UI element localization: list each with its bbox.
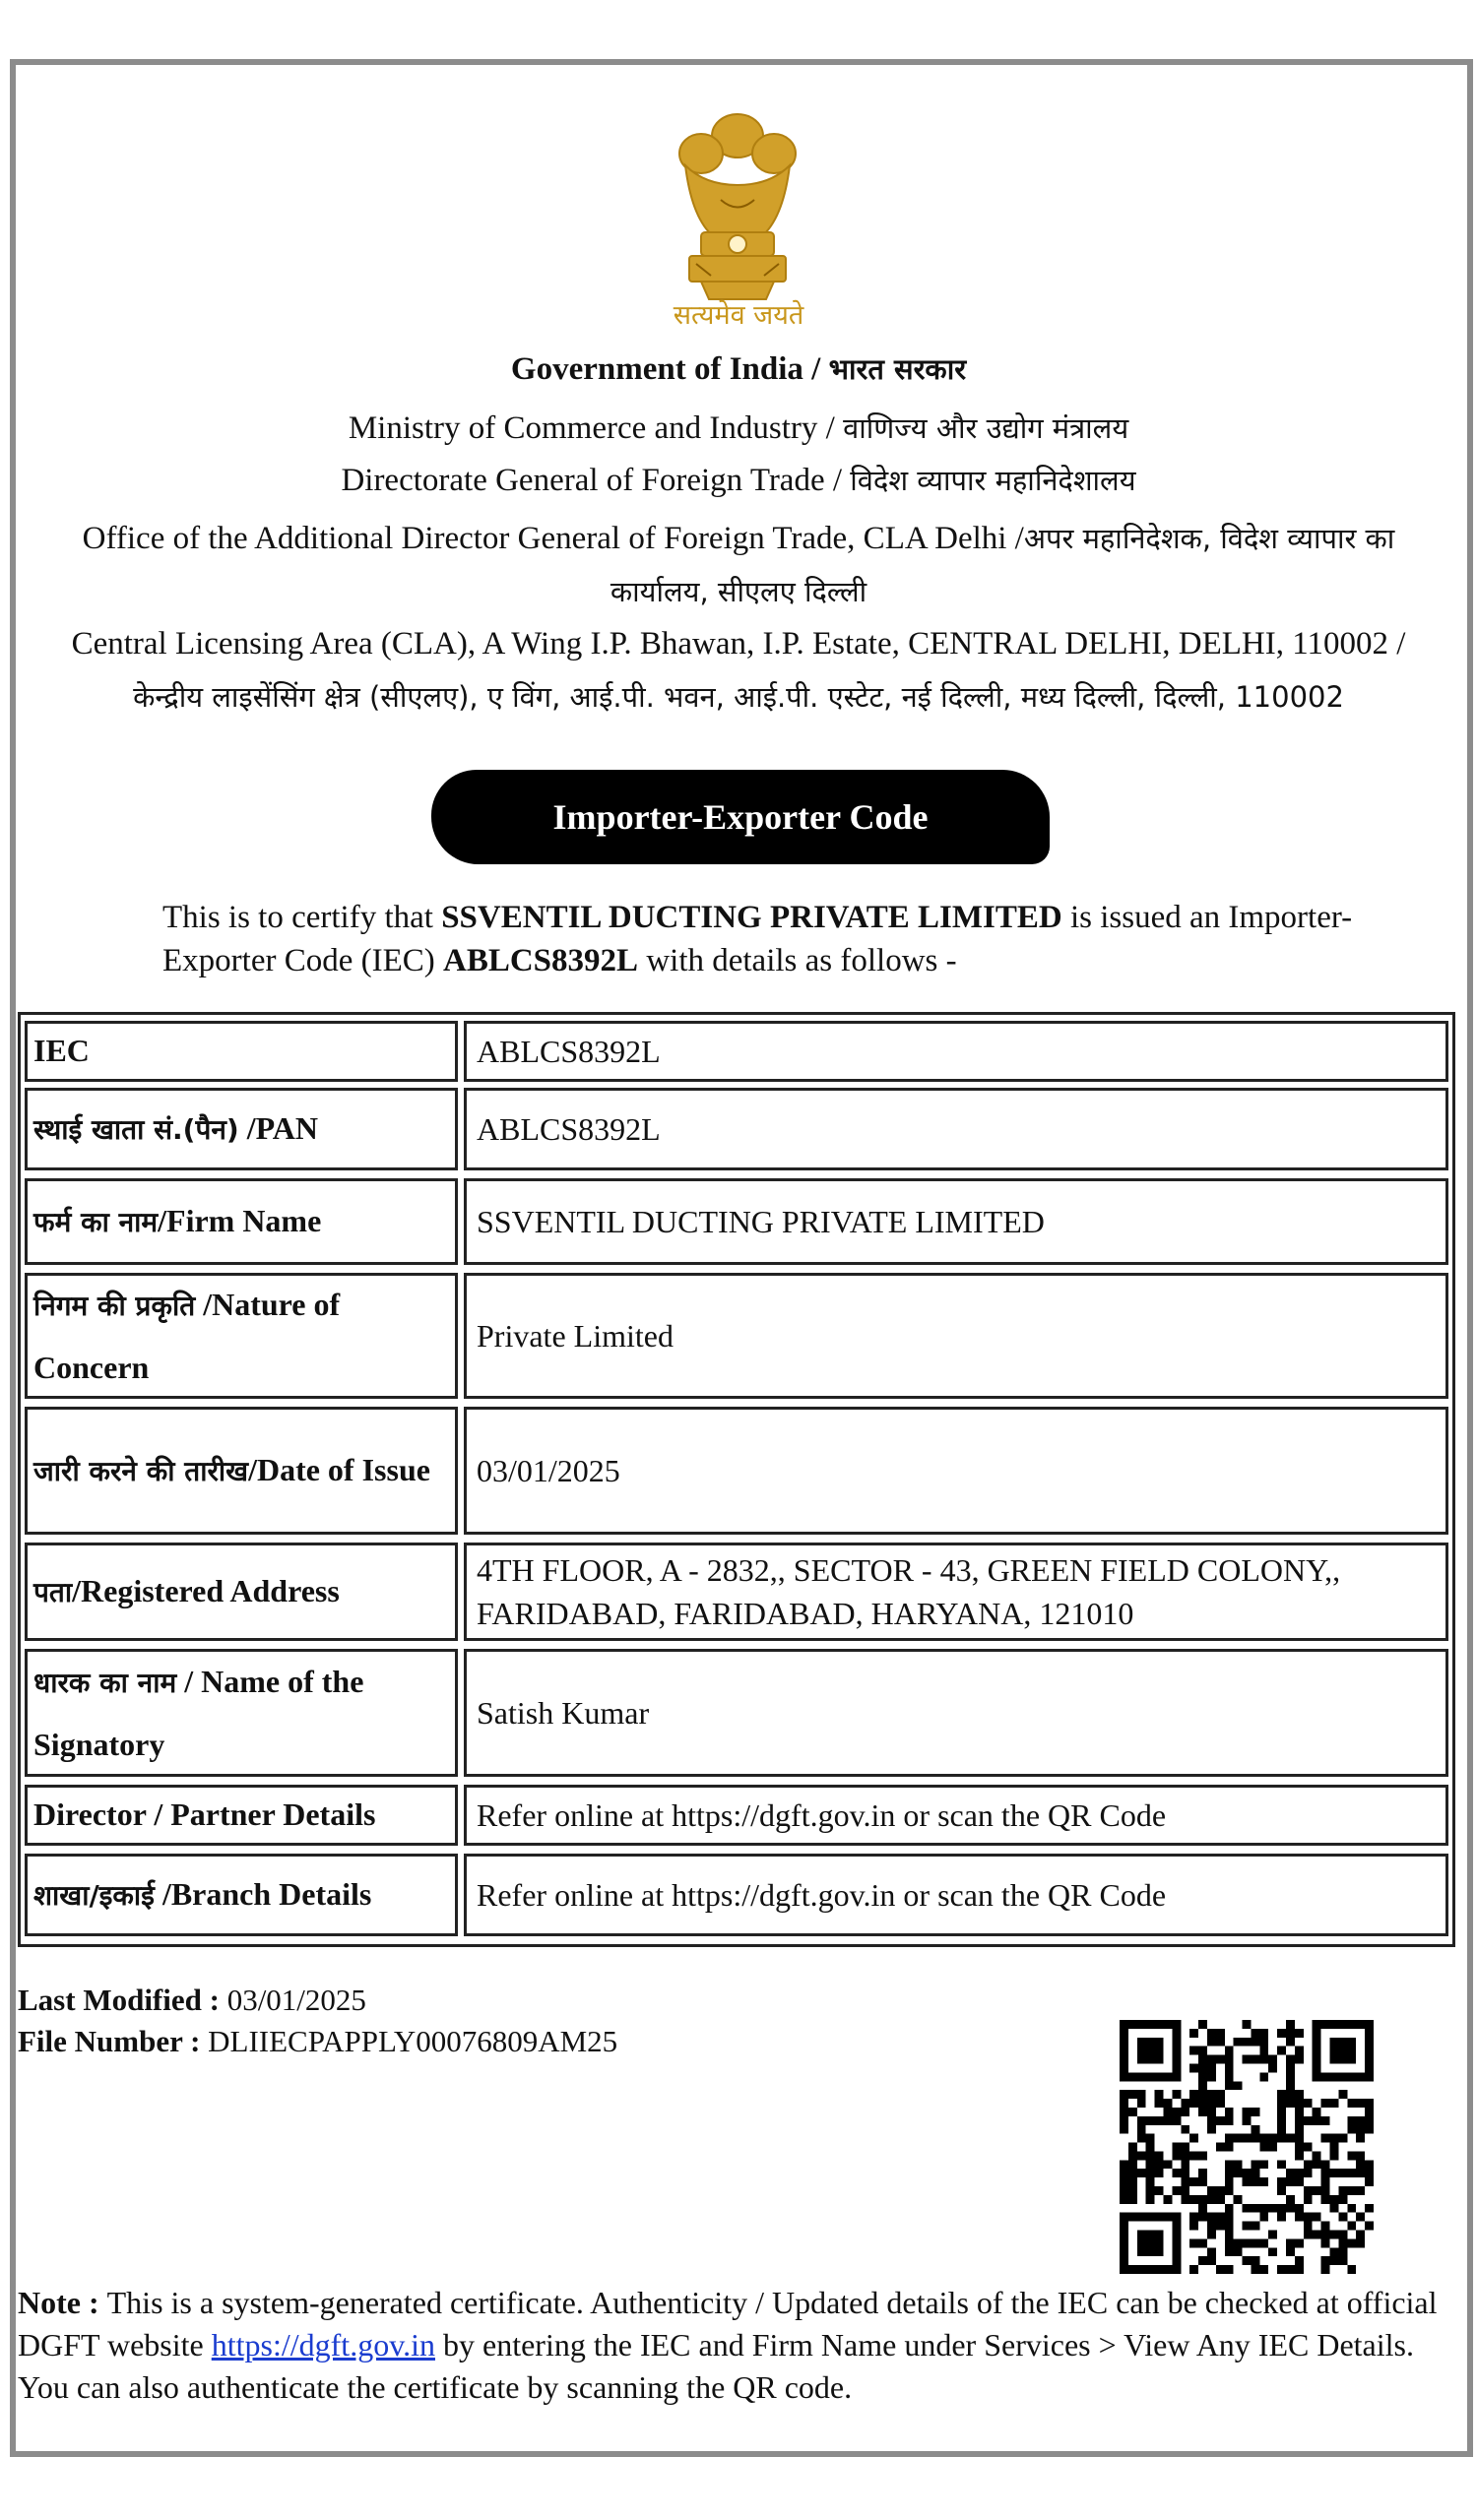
table-row [25,1088,1448,1170]
dgft-line: Directorate General of Foreign Trade / विदेश व्यापार महानिदेशालय [341,463,1136,498]
government-heading: Government of India / भारत सरकार [510,351,967,387]
table-row [25,1854,1448,1936]
row-value: Satish Kumar [464,1649,1448,1777]
qr-code-icon [1120,2020,1374,2274]
document-title-badge: Importer-Exporter Code [431,770,1050,864]
table-row [25,1021,1448,1082]
row-label: शाखा/इकाई /Branch Details [25,1854,458,1936]
table-row [25,1785,1448,1846]
file-number: File Number : DLIIECPAPPLY00076809AM25 [18,2024,618,2058]
row-value: Refer online at https://dgft.gov.in or scan the QR Code [464,1785,1448,1846]
row-label: Director / Partner Details [25,1785,458,1846]
row-value: Private Limited [464,1273,1448,1399]
iec-details-table [18,1012,1455,1947]
table-row [25,1273,1448,1399]
row-value: SSVENTIL DUCTING PRIVATE LIMITED [464,1178,1448,1265]
row-value: Refer online at https://dgft.gov.in or scan the QR Code [464,1854,1448,1936]
row-value: ABLCS8392L [464,1021,1448,1082]
certification-statement: This is to certify that SSVENTIL DUCTING PRIVATE LIMITED is issued an Importer-Exporter Code (IEC) ABLCS8392L with details as follows - [162,900,1353,978]
row-value: ABLCS8392L [464,1088,1448,1170]
last-modified: Last Modified : 03/01/2025 [18,1983,366,2017]
row-label: जारी करने की तारीख/Date of Issue [25,1407,458,1535]
table-row [25,1407,1448,1535]
table-row [25,1649,1448,1777]
ministry-line: Ministry of Commerce and Industry / वाणिज्य और उद्योग मंत्रालय [348,410,1129,446]
row-value: 4TH FLOOR, A - 2832,, SECTOR - 43, GREEN FIELD COLONY,, FARIDABAD, FARIDABAD, HARYANA, 121010 [464,1543,1448,1641]
row-label: फर्म का नाम/Firm Name [25,1178,458,1265]
row-label: निगम की प्रकृति /Nature of Concern [25,1273,458,1399]
office-line: Office of the Additional Director General of Foreign Trade, CLA Delhi /अपर महानिदेशक, विदेश व्यापार का कार्यालय, सीएलए दिल्ली [82,521,1395,608]
row-label: पता/Registered Address [25,1543,458,1641]
table-row [25,1543,1448,1641]
dgft-website-link[interactable]: https://dgft.gov.in [211,2327,435,2362]
row-value: 03/01/2025 [464,1407,1448,1535]
row-label: स्थाई खाता सं.(पैन) /PAN [25,1088,458,1170]
note-paragraph: Note : This is a system-generated certificate. Authenticity / Updated details of the IEC can be checked at official DGFT website https://dgft.gov.in by entering the IEC and Firm Name under Services > View Any IEC Details. You can also authenticate the certificate by scanning the QR code. [18,2285,1438,2405]
row-label: IEC [25,1021,458,1082]
row-label: धारक का नाम / Name of the Signatory [25,1649,458,1777]
table-row [25,1178,1448,1265]
cla-address: Central Licensing Area (CLA), A Wing I.P. Bhawan, I.P. Estate, CENTRAL DELHI, DELHI, 110002 / केन्द्रीय लाइसेंसिंग क्षेत्र (सीएलए), ए विंग, आई.पी. भवन, आई.पी. एस्टेट, नई दिल्ली, मध्य दिल्ली, दिल्ली, 110002 [71,626,1406,714]
emblem-motto: सत्यमेव जयते [673,300,804,331]
